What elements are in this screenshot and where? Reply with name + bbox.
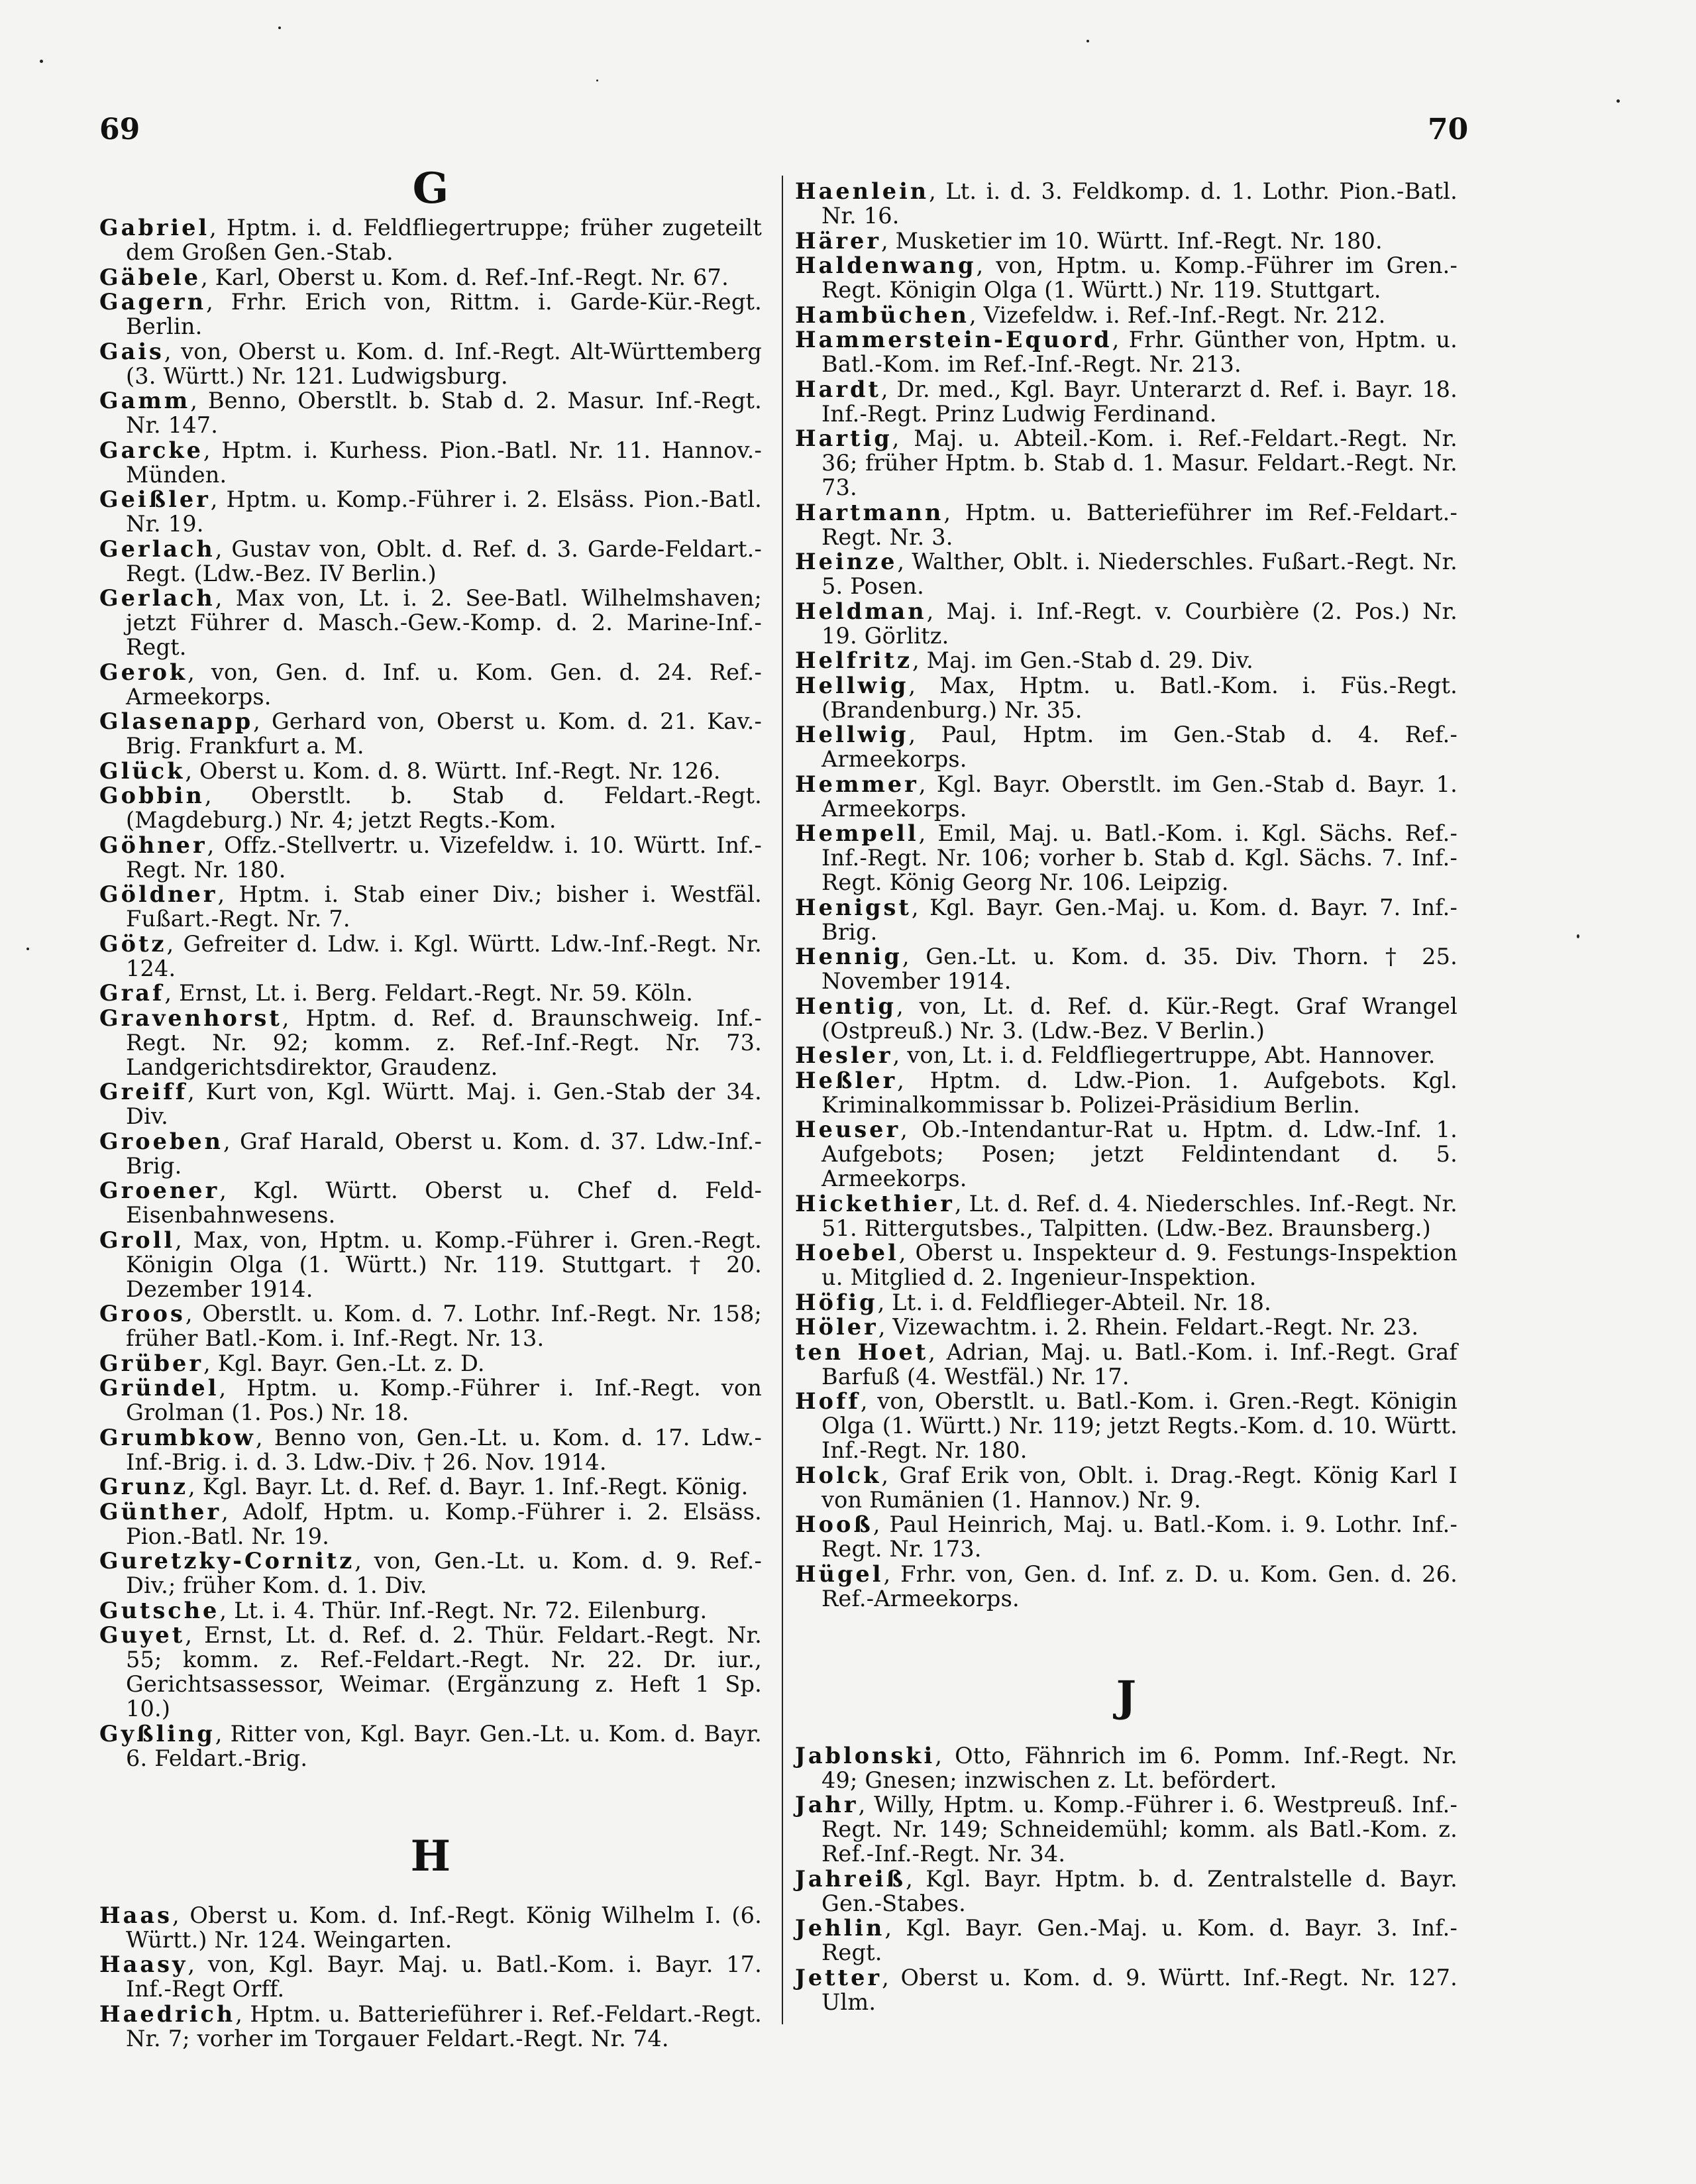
directory-entry [99,339,762,388]
section-heading-j: J [1116,1671,1137,1721]
directory-entry [795,1792,1458,1866]
entry-name: Gagern [99,289,207,315]
entry-name: Gamm [99,388,191,413]
entry-text: , Hptm. i. Kurhess. Pion.-Batl. Nr. 11. Hannov.-Münden. [126,437,762,488]
entry-text: , Gefreiter d. Ldw. i. Kgl. Württ. Ldw.-Inf.-Regt. Nr. 124. [126,930,762,981]
entry-text: , Vizewachtm. i. 2. Rhein. Feldart.-Regt. Nr. 23. [878,1314,1419,1340]
entry-name: Hügel [795,1560,884,1587]
directory-entry [795,229,1458,253]
entry-text: , Hptm. u. Batterieführer im Ref.-Feldart.-Regt. Nr. 3. [822,499,1458,550]
entry-text: , Kgl. Bayr. Gen.-Lt. z. D. [203,1350,485,1376]
entry-name: Hellwig [795,672,909,698]
entry-text: , Frhr. von, Gen. d. Inf. z. D. u. Kom. Gen. d. 26. Ref.-Armeekorps. [822,1560,1458,1611]
entry-text: , Kgl. Bayr. Gen.-Maj. u. Kom. d. Bayr. 7. Inf.-Brig. [822,894,1458,945]
entry-text: , Oberst u. Kom. d. Inf.-Regt. König Wilhelm I. (6. Württ.) Nr. 124. Weingarten. [126,1902,762,1953]
entry-text: , Emil, Maj. u. Batl.-Kom. i. Kgl. Sächs. Ref.-Inf.-Regt. Nr. 106; vorher b. Stab d. Kgl. Sächs. 7. Inf.-Regt. König Georg Nr. 106. Leipzig. [822,820,1458,895]
directory-entry [795,1117,1458,1191]
entry-text: , Maj. u. Abteil.-Kom. i. Ref.-Feldart.-Regt. Nr. 36; früher Hptm. b. Stab d. 1. Masur. Feldart.-Regt. Nr. 73. [822,425,1458,500]
left-column [99,164,762,2051]
directory-entry [99,1425,762,1474]
entry-text: , Graf Erik von, Oblt. i. Drag.-Regt. König Karl I von Rumänien (1. Hannov.) Nr. 9. [822,1462,1458,1513]
entry-text: , Kgl. Bayr. Hptm. b. d. Zentralstelle d. Bayr. Gen.-Stabes. [822,1865,1458,1916]
scan-speck [40,60,43,63]
directory-entry [795,1965,1458,2014]
directory-entry [795,1562,1458,1611]
entry-text: , Frhr. Erich von, Rittm. i. Garde-Kür.-Regt. Berlin. [126,289,762,339]
entry-text: , von, Oberst u. Kom. d. Inf.-Regt. Alt-Württemberg (3. Württ.) Nr. 121. Ludwigsburg. [126,338,762,389]
entry-text: , Lt. i. 4. Thür. Inf.-Regt. Nr. 72. Eilenburg. [219,1597,708,1623]
scan-speck [26,948,29,950]
entry-name: Gerlach [99,585,215,611]
directory-entry [99,388,762,437]
entry-text: , Kgl. Bayr. Oberstlt. im Gen.-Stab d. Bayr. 1. Armeekorps. [822,771,1458,822]
entry-name: Göldner [99,881,218,907]
entry-text: , Benno von, Gen.-Lt. u. Kom. d. 17. Ldw.-Inf.-Brig. i. d. 3. Ldw.-Div. † 26. Nov. 1914. [126,1424,762,1475]
directory-entry [795,648,1458,673]
entry-name: Gerok [99,659,188,685]
directory-entry [795,500,1458,549]
directory-entry [99,1721,762,1771]
scan-speck [1577,934,1579,938]
entry-name: Hickethier [795,1190,955,1217]
directory-entry [99,2002,762,2051]
entry-text: , von, Gen.-Lt. u. Kom. d. 9. Ref.-Div.; früher Kom. d. 1. Div. [126,1548,762,1598]
entry-text: , Graf Harald, Oberst u. Kom. d. 37. Ldw.-Inf.-Brig. [126,1128,762,1179]
entries-j [795,1743,1458,2014]
entry-text: , Kgl. Bayr. Lt. d. Ref. d. Bayr. 1. Inf.-Regt. König. [188,1474,749,1500]
entry-text: , Oberst u. Kom. d. 9. Württ. Inf.-Regt. Nr. 127. Ulm. [822,1964,1458,2015]
directory-entry [795,1315,1458,1339]
entry-name: Götz [99,930,167,957]
entry-name: Groll [99,1227,176,1253]
entry-text: , von, Lt. i. d. Feldfliegertruppe, Abt. Hannover. [892,1042,1436,1068]
entry-name: Hambüchen [795,301,970,328]
entry-name: Hemmer [795,771,919,797]
entry-name: Hammerstein-Equord [795,327,1112,353]
directory-entry [99,1301,762,1350]
entry-name: Härer [795,227,881,254]
directory-entry [795,1240,1458,1289]
entry-name: Greiff [99,1079,188,1105]
entry-name: Hoebel [795,1240,899,1266]
entry-name: Guretzky-Cornitz [99,1548,355,1574]
directory-entry [99,1500,762,1549]
directory-entry [99,833,762,882]
entry-text: , Maj. im Gen.-Stab d. 29. Div. [912,647,1254,673]
directory-entry [99,981,762,1005]
entry-text: , Paul Heinrich, Maj. u. Batl.-Kom. i. 9. Lothr. Inf.-Regt. Nr. 173. [822,1511,1458,1562]
entry-name: Haas [99,1902,172,1928]
directory-entry [99,1079,762,1128]
entry-name: Hardt [795,376,881,402]
entry-name: ten Hoet [795,1338,929,1365]
directory-entry [99,759,762,783]
directory-entry [795,377,1458,426]
directory-entry [99,1549,762,1598]
entry-name: Hartmann [795,499,944,525]
entry-name: Graf [99,980,165,1006]
entry-name: Haldenwang [795,252,977,278]
entry-name: Hoff [795,1388,861,1414]
entry-name: Gabriel [99,215,210,241]
column-divider [782,176,783,2024]
entry-text: , Hptm. d. Ref. d. Braunschweig. Inf.-Regt. Nr. 92; komm. z. Ref.-Inf.-Regt. Nr. 73. Landgerichtsdirektor, Graudenz. [126,1005,762,1080]
directory-entry [99,1376,762,1425]
entry-text: , Maj. i. Inf.-Regt. v. Courbière (2. Pos.) Nr. 19. Görlitz. [822,598,1458,649]
entry-text: , Willy, Hptm. u. Komp.-Führer i. 6. Westpreuß. Inf.-Regt. Nr. 149; Schneidemühl; komm. als Batl.-Kom. z. Ref.-Inf.-Regt. Nr. 34. [822,1792,1458,1867]
entry-text: , Ritter von, Kgl. Bayr. Gen.-Lt. u. Kom. d. Bayr. 6. Feldart.-Brig. [126,1720,762,1771]
entry-name: Heldman [795,598,927,624]
directory-entry [99,1228,762,1301]
directory-entry [99,438,762,487]
entry-name: Gäbele [99,264,201,290]
directory-entry [99,1351,762,1376]
entry-text: , Dr. med., Kgl. Bayr. Unterarzt d. Ref. i. Bayr. 18. Inf.-Regt. Prinz Ludwig Ferdinand. [822,376,1458,427]
entry-text: , Vizefeldw. i. Ref.-Inf.-Regt. Nr. 212. [969,301,1386,328]
entry-text: , Ernst, Lt. d. Ref. d. 2. Thür. Feldart.-Regt. Nr. 55; komm. z. Ref.-Feldart.-Regt. Nr. 22. Dr. iur., Gerichtsassessor, Weimar. (Ergänzung z. Heft 1 Sp. 10.) [126,1622,762,1721]
directory-entry [99,932,762,981]
entry-text: , Otto, Fähnrich im 6. Pomm. Inf.-Regt. Nr. 49; Gnesen; inzwischen z. Lt. befördert. [822,1742,1458,1793]
directory-entry [795,1916,1458,1965]
entry-name: Gobbin [99,783,205,808]
entry-text: , Lt. i. d. 3. Feldkomp. d. 1. Lothr. Pion.-Batl. Nr. 16. [822,178,1458,229]
entry-name: Hennig [795,944,902,969]
directory-entry [99,487,762,536]
entry-text: , Gerhard von, Oberst u. Kom. d. 21. Kav.-Brig. Frankfurt a. M. [126,708,762,759]
entry-text: , von, Lt. d. Ref. d. Kür.-Regt. Graf Wrangel (Ostpreuß.) Nr. 3. (Ldw.-Bez. V Berlin.) [822,993,1458,1044]
entry-text: , Kgl. Württ. Oberst u. Chef d. Feld-Eisenbahnwesens. [126,1177,762,1228]
entry-name: Hooß [795,1511,873,1537]
directory-entry [795,772,1458,821]
entry-text: , Gen.-Lt. u. Kom. d. 35. Div. Thorn. † 25. November 1914. [822,944,1458,994]
directory-entry [99,1598,762,1623]
entry-name: Grunz [99,1474,188,1500]
scan-speck [1086,40,1089,42]
directory-entry [795,1191,1458,1240]
directory-entry [99,215,762,264]
entry-text: , Max, von, Hptm. u. Komp.-Führer i. Gren.-Regt. Königin Olga (1. Württ.) Nr. 119. Stuttgart. † 20. Dezember 1914. [126,1227,762,1302]
entry-name: Gerlach [99,535,215,562]
entry-name: Jetter [795,1964,882,1991]
scan-speck [1616,99,1620,103]
entry-text: , Karl, Oberst u. Kom. d. Ref.-Inf.-Regt. Nr. 67. [201,264,729,290]
entry-name: Hartig [795,425,892,451]
right-column [795,179,1458,2014]
entry-name: Haenlein [795,178,929,204]
entry-name: Hempell [795,820,919,846]
directory-entry [795,1867,1458,1916]
entry-text: , Gustav von, Oblt. d. Ref. d. 3. Garde-Feldart.-Regt. (Ldw.-Bez. IV Berlin.) [126,535,762,586]
directory-entry [795,599,1458,648]
entry-text: , Hptm. u. Komp.-Führer i. Inf.-Regt. von Grolman (1. Pos.) Nr. 18. [126,1375,762,1425]
entry-name: Haasy [99,1951,188,1977]
entry-name: Glück [99,757,186,784]
entry-name: Hellwig [795,722,909,747]
directory-entry [99,1129,762,1178]
directory-entry [99,1952,762,2001]
entry-name: Gyßling [99,1720,215,1747]
entry-name: Helfritz [795,647,912,673]
entry-text: , Oberstlt. b. Stab d. Feldart.-Regt. (Magdeburg.) Nr. 4; jetzt Regts.-Kom. [126,783,762,833]
entry-name: Guyet [99,1622,186,1648]
directory-entry [795,722,1458,771]
entry-text: , von, Oberstlt. u. Batl.-Kom. i. Gren.-Regt. Königin Olga (1. Württ.) Nr. 119; jetzt Regts.-Kom. d. 10. Württ. Inf.-Regt. Nr. 180. [822,1388,1458,1463]
directory-entry [795,1463,1458,1512]
entries-g [99,215,762,1771]
entry-text: , Frhr. Günther von, Hptm. u. Batl.-Kom. im Ref.-Inf.-Regt. Nr. 213. [822,327,1458,377]
directory-entry [99,709,762,758]
entry-name: Geißler [99,486,211,512]
entries-h-right [795,179,1458,1611]
directory-entry [795,303,1458,327]
directory-entry [99,1178,762,1227]
entry-text: , Hptm. u. Batterieführer i. Ref.-Feldart.-Regt. Nr. 7; vorher im Torgauer Feldart.-Regt. Nr. 74. [126,2000,762,2051]
directory-entry [99,882,762,931]
entry-name: Jehlin [795,1915,885,1941]
entry-text: , Kurt von, Kgl. Württ. Maj. i. Gen.-Stab der 34. Div. [126,1079,762,1129]
entry-name: Gais [99,338,164,364]
entry-name: Heinze [795,549,898,574]
entry-text: , Hptm. i. Stab einer Div.; bisher i. Westfäl. Fußart.-Regt. Nr. 7. [126,881,762,932]
entry-name: Henigst [795,894,912,920]
entry-name: Jablonski [795,1742,935,1769]
directory-entry [795,1068,1458,1117]
entry-name: Göhner [99,832,207,858]
entry-name: Gutsche [99,1597,220,1623]
entry-name: Gründel [99,1375,219,1401]
directory-entry [795,1290,1458,1315]
directory-entry [99,783,762,832]
directory-entry [795,426,1458,500]
entry-text: , von, Gen. d. Inf. u. Kom. Gen. d. 24. Ref.-Armeekorps. [126,659,762,710]
scan-speck [596,80,598,82]
entry-name: Groeben [99,1128,224,1154]
entry-text: , Ob.-Intendantur-Rat u. Hptm. d. Ldw.-Inf. 1. Aufgebots; Posen; jetzt Feldintendant d. 5. Armeekorps. [822,1117,1458,1191]
directory-entry [99,1623,762,1721]
entry-text: , Walther, Oblt. i. Niederschles. Fußart.-Regt. Nr. 5. Posen. [822,549,1458,599]
directory-entry [99,586,762,659]
entries-h-left [99,1903,762,2051]
directory-entry [795,673,1458,722]
entry-text: , Hptm. i. d. Feldfliegertruppe; früher zugeteilt dem Großen Gen.-Stab. [126,215,762,265]
entry-text: , von, Kgl. Bayr. Maj. u. Batl.-Kom. i. Bayr. 17. Inf.-Regt Orff. [126,1951,762,2002]
section-heading-h: H [410,1831,451,1881]
section-heading-g: G [412,164,449,213]
directory-entry [795,944,1458,993]
entry-text: , Benno, Oberstlt. b. Stab d. 2. Masur. Inf.-Regt. Nr. 147. [126,388,762,438]
scan-speck [278,27,281,29]
directory-entry [795,327,1458,376]
entry-text: , Max von, Lt. i. 2. See-Batl. Wilhelmshaven; jetzt Führer d. Masch.-Gew.-Komp. d. 2. Marine-Inf.-Regt. [126,585,762,660]
directory-entry [99,1474,762,1499]
directory-entry [99,1006,762,1079]
entry-text: , Musketier im 10. Württ. Inf.-Regt. Nr. 180. [880,227,1383,254]
directory-entry [795,821,1458,895]
directory-entry [795,1512,1458,1561]
entry-name: Hesler [795,1042,893,1068]
entry-text: , Hptm. u. Komp.-Führer i. 2. Elsäss. Pion.-Batl. Nr. 19. [126,486,762,537]
entry-name: Gravenhorst [99,1005,282,1031]
directory-entry [795,1743,1458,1792]
directory-entry [795,1340,1458,1389]
directory-entry [795,253,1458,302]
entry-name: Jahr [795,1792,859,1818]
entry-text: , Max, Hptm. u. Batl.-Kom. i. Füs.-Regt. (Brandenburg.) Nr. 35. [822,672,1458,723]
directory-entry [795,994,1458,1043]
entry-name: Heßler [795,1067,898,1093]
entry-name: Hentig [795,993,896,1019]
entry-text: , Oberst u. Kom. d. 8. Württ. Inf.-Regt. Nr. 126. [185,757,721,784]
entry-text: , Ernst, Lt. i. Berg. Feldart.-Regt. Nr. 59. Köln. [164,980,694,1006]
entry-name: Grumbkow [99,1424,256,1450]
directory-entry [795,549,1458,598]
directory-entry [99,660,762,709]
entry-name: Glasenapp [99,708,254,734]
entry-text: , Oberst u. Inspekteur d. 9. Festungs-Inspektion u. Mitglied d. 2. Ingenieur-Inspektion. [822,1240,1458,1290]
entry-text: , Hptm. d. Ldw.-Pion. 1. Aufgebots. Kgl. Kriminalkommissar b. Polizei-Präsidium Berlin. [822,1067,1458,1118]
entry-name: Garcke [99,437,203,463]
entry-name: Groos [99,1301,186,1327]
entry-text: , Paul, Hptm. im Gen.-Stab d. 4. Ref.-Armeekorps. [822,722,1458,772]
entry-text: , Adolf, Hptm. u. Komp.-Führer i. 2. Elsäss. Pion.-Batl. Nr. 19. [126,1498,762,1549]
directory-entry [795,1043,1458,1067]
entry-name: Höfig [795,1289,878,1315]
entry-text: , Kgl. Bayr. Gen.-Maj. u. Kom. d. Bayr. 3. Inf.-Regt. [822,1915,1458,1965]
entry-name: Grüber [99,1350,204,1376]
page-number-right: 70 [1428,113,1469,146]
entry-name: Heuser [795,1117,901,1142]
directory-entry [795,895,1458,944]
entry-name: Günther [99,1498,222,1525]
directory-entry [795,179,1458,228]
entry-name: Höler [795,1314,878,1340]
entry-name: Jahreiß [795,1865,906,1892]
entry-name: Holck [795,1462,882,1488]
directory-entry [99,537,762,586]
entry-text: , Lt. d. Ref. d. 4. Niederschles. Inf.-Regt. Nr. 51. Rittergutsbes., Talpitten. (Ldw.-Bez. Braunsberg.) [822,1190,1458,1241]
directory-entry [99,1903,762,1952]
entry-text: , von, Hptm. u. Komp.-Führer im Gren.-Regt. Königin Olga (1. Württ.) Nr. 119. Stuttgart. [822,252,1458,303]
entry-text: , Offz.-Stellvertr. u. Vizefeldw. i. 10. Württ. Inf.-Regt. Nr. 180. [126,832,762,883]
directory-entry [99,290,762,339]
entry-name: Haedrich [99,2000,236,2027]
entry-text: , Adrian, Maj. u. Batl.-Kom. i. Inf.-Regt. Graf Barfuß (4. Westfäl.) Nr. 17. [822,1338,1458,1390]
directory-entry [99,265,762,290]
page-number-left: 69 [99,113,140,146]
entry-name: Groener [99,1177,220,1203]
entry-text: , Lt. i. d. Feldflieger-Abteil. Nr. 18. [877,1289,1271,1315]
entry-text: , Oberstlt. u. Kom. d. 7. Lothr. Inf.-Regt. Nr. 158; früher Batl.-Kom. i. Inf.-Regt. Nr. 13. [126,1301,762,1351]
directory-entry [795,1389,1458,1462]
